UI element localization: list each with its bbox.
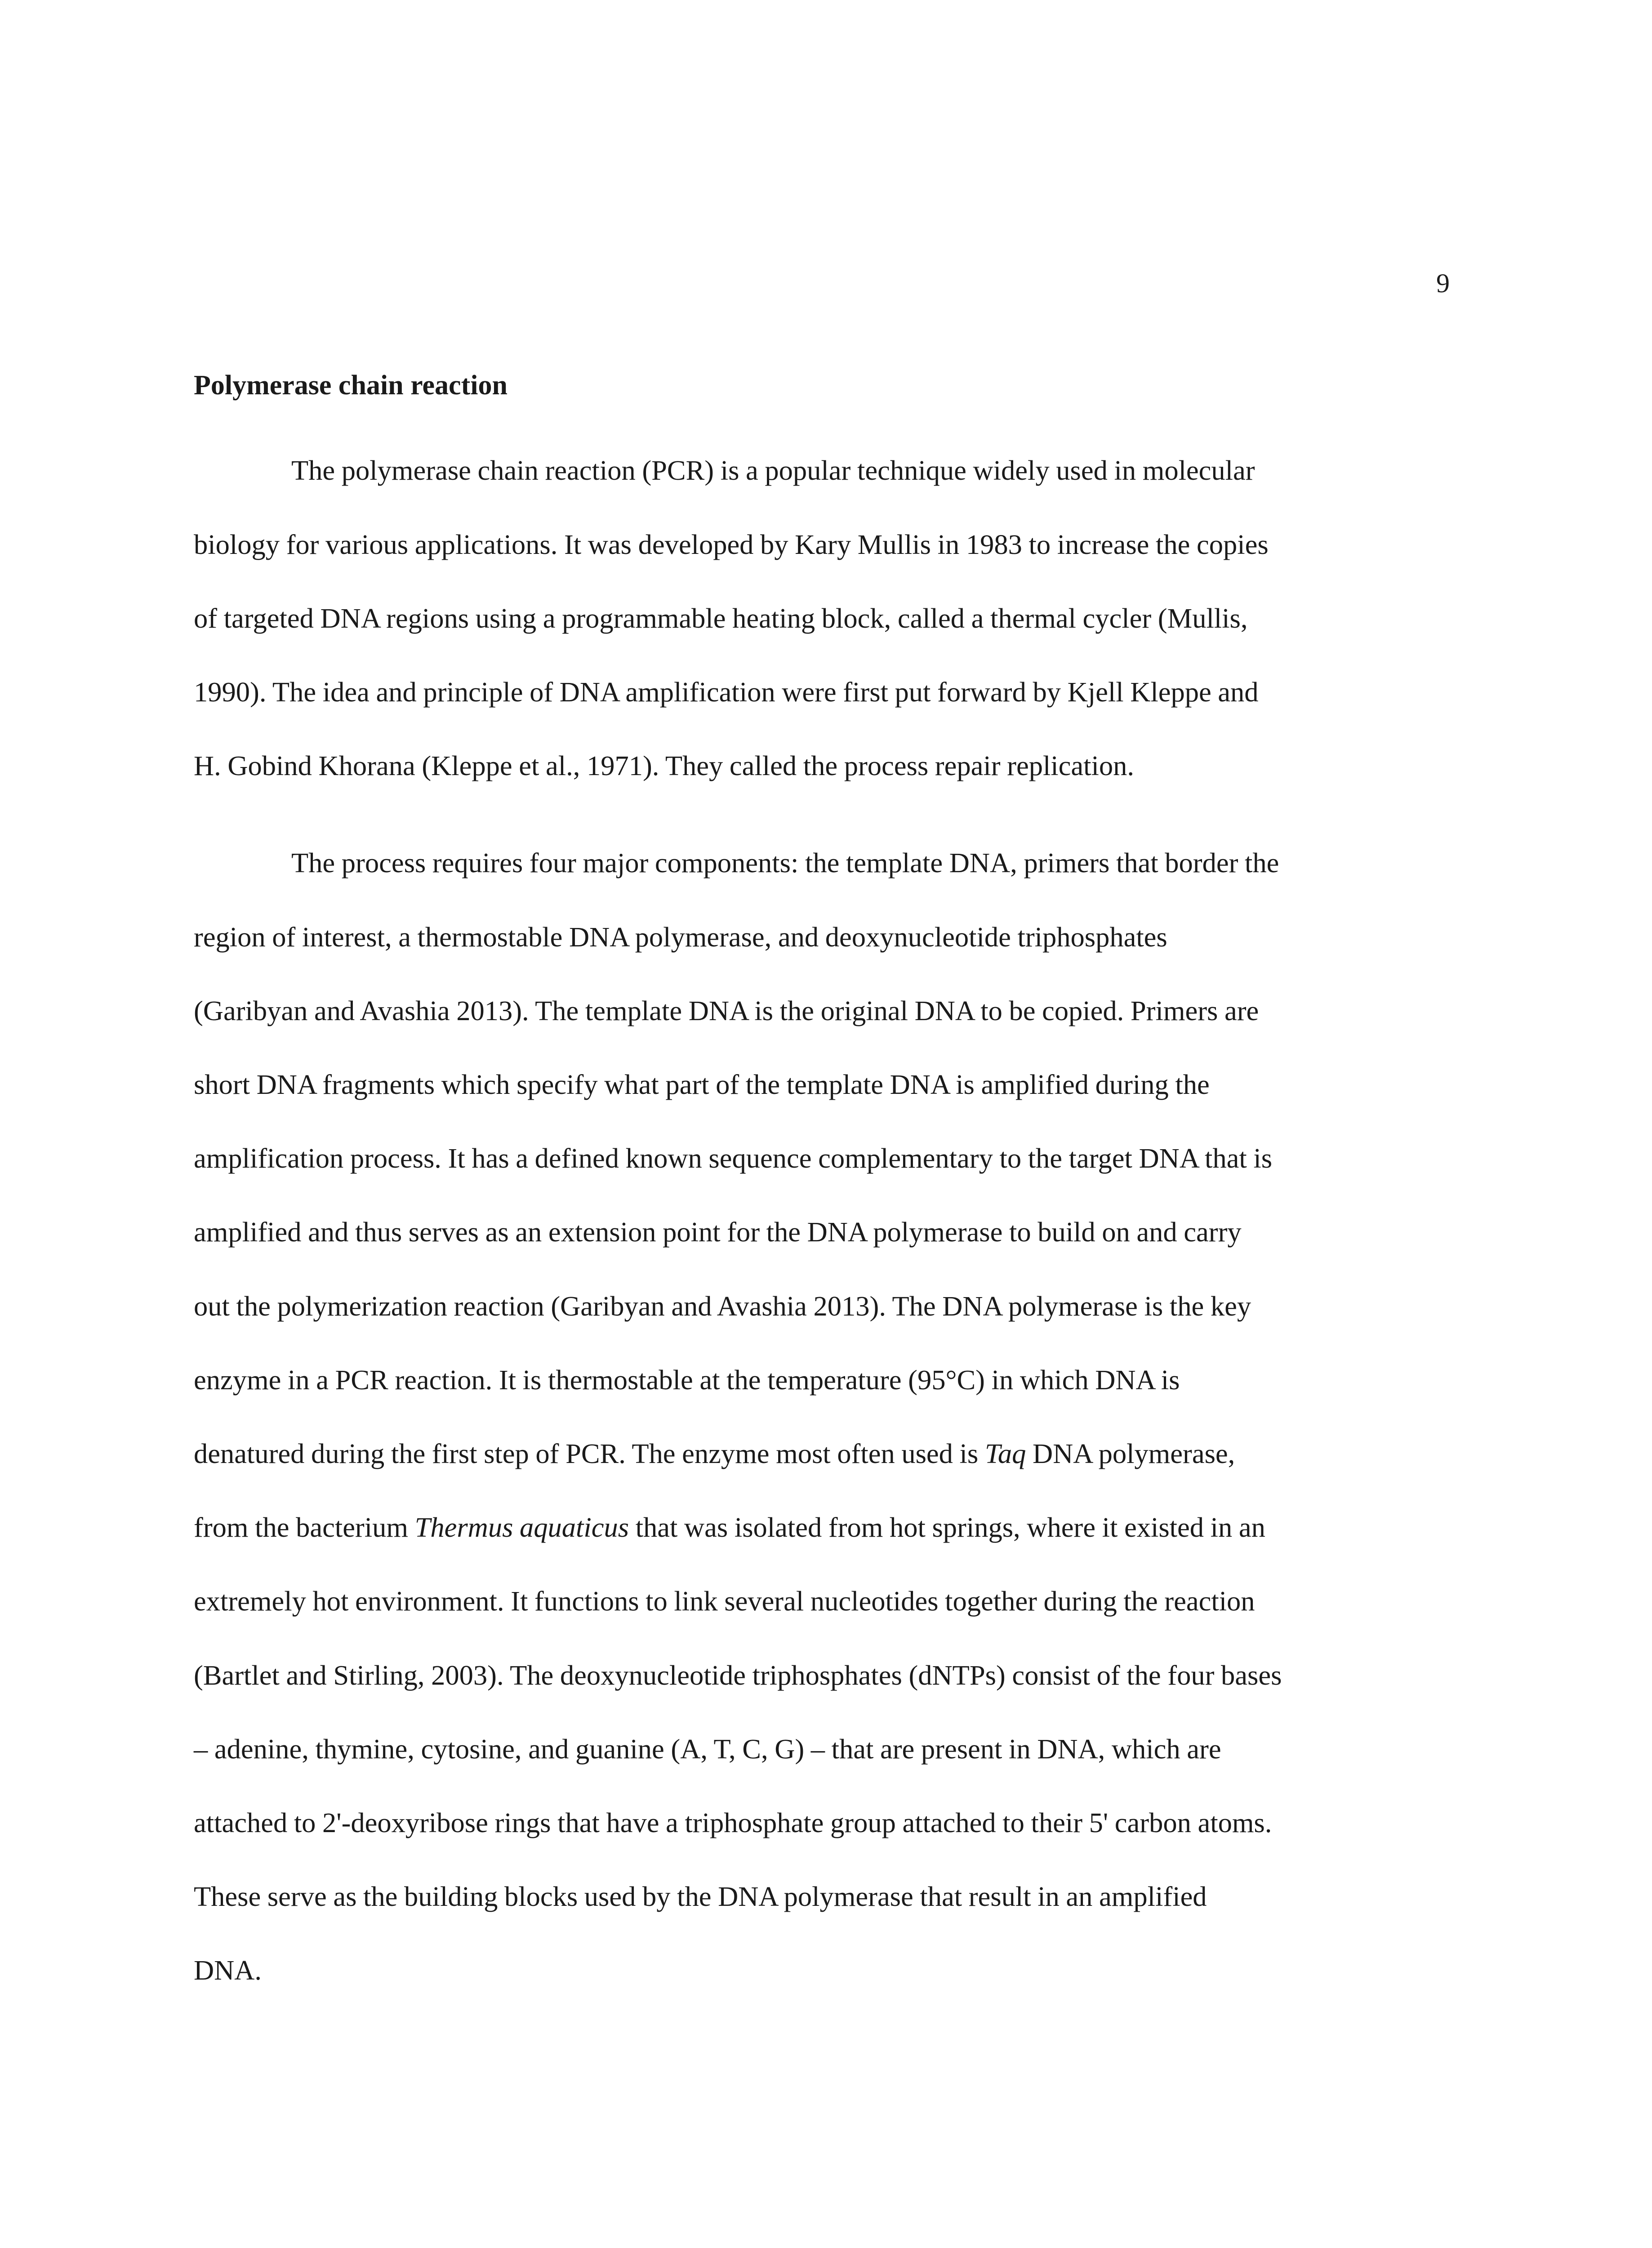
text-line: H. Gobind Khorana (Kleppe et al., 1971). They called the process repair replication. (194, 750, 1135, 782)
text-line: short DNA fragments which specify what part of the template DNA is amplified during the (194, 1069, 1210, 1101)
text-line: enzyme in a PCR reaction. It is thermostable at the temperature (95°C) in which DNA is (194, 1364, 1180, 1396)
text-line (194, 1490, 1450, 1564)
text-line: biology for various applications. It was developed by Kary Mullis in 1983 to increase the copies (194, 528, 1269, 560)
text-line: attached to 2'-deoxyribose rings that have a triphosphate group attached to their 5' carbon atoms. (194, 1807, 1272, 1839)
text-line: (Garibyan and Avashia 2013). The template DNA is the original DNA to be copied. Primers are (194, 995, 1259, 1026)
text-segment: DNA polymerase, (1026, 1438, 1235, 1470)
text-segment: that was isolated from hot springs, where it existed in an (629, 1512, 1265, 1543)
text-line: 1990). The idea and principle of DNA amplification were first put forward by Kjell Kleppe and (194, 676, 1259, 708)
text-line: of targeted DNA regions using a programmable heating block, called a thermal cycler (Mullis, (194, 602, 1248, 634)
text-line: The polymerase chain reaction (PCR) is a popular technique widely used in molecular (291, 455, 1255, 486)
italic-term-taq: Taq (984, 1438, 1026, 1470)
text-line: amplified and thus serves as an extension point for the DNA polymerase to build on and carry (194, 1216, 1242, 1248)
section-heading: Polymerase chain reaction (194, 370, 508, 401)
paragraph-pcr-components (194, 826, 1450, 2007)
text-segment: denatured during the first step of PCR. The enzyme most often used is (194, 1438, 985, 1470)
text-line (194, 1417, 1450, 1490)
text-line: These serve as the building blocks used by the DNA polymerase that result in an amplified (194, 1881, 1207, 1913)
text-line: – adenine, thymine, cytosine, and guanine (A, T, C, G) – that are present in DNA, which are (194, 1733, 1221, 1765)
text-line: DNA. (194, 1954, 262, 1986)
text-line: The process requires four major components: the template DNA, primers that border the (291, 847, 1279, 879)
paragraph-pcr-intro (194, 433, 1450, 803)
text-line: out the polymerization reaction (Garibyan and Avashia 2013). The DNA polymerase is the key (194, 1290, 1251, 1322)
text-line: (Bartlet and Stirling, 2003). The deoxynucleotide triphosphates (dNTPs) consist of the four bases (194, 1659, 1282, 1691)
text-line: region of interest, a thermostable DNA polymerase, and deoxynucleotide triphosphates (194, 921, 1167, 953)
page-number: 9 (1436, 268, 1450, 298)
text-segment: from the bacterium (194, 1512, 415, 1543)
text-line: extremely hot environment. It functions to link several nucleotides together during the reaction (194, 1585, 1255, 1617)
italic-term-thermus-aquaticus: Thermus aquaticus (414, 1512, 629, 1543)
text-line: amplification process. It has a defined known sequence complementary to the target DNA that is (194, 1142, 1273, 1174)
document-body (194, 369, 1450, 2007)
